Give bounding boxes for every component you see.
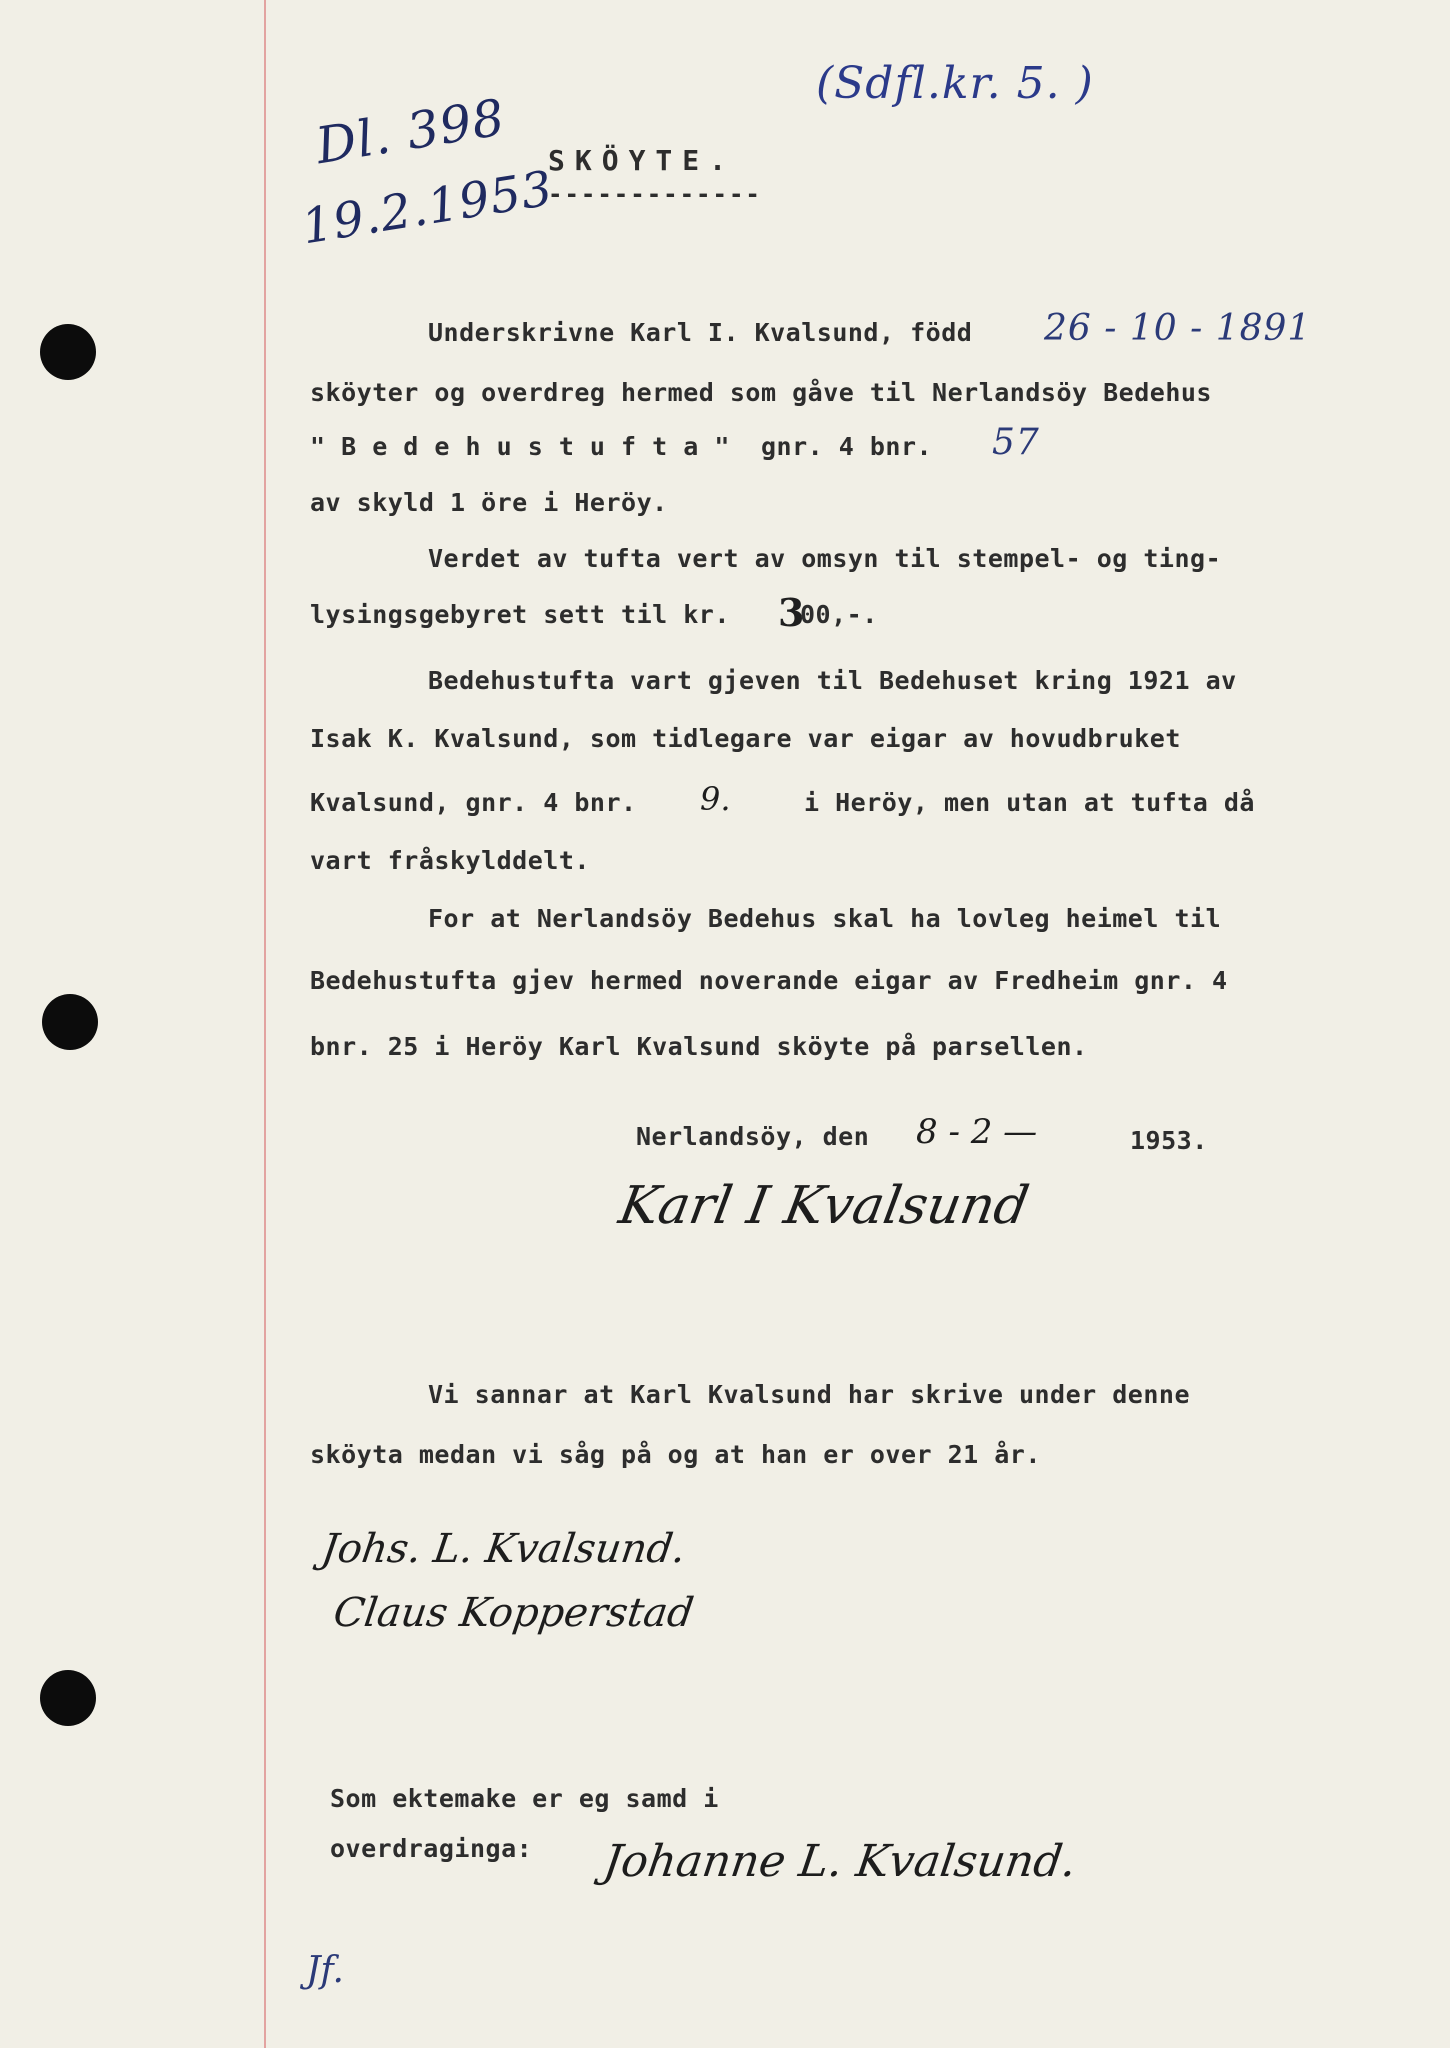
spouse-line: Som ektemake er eg samd i [330, 1784, 719, 1813]
value-digit: 3 [778, 590, 806, 635]
margin-line [264, 0, 266, 2048]
body-line: Underskrivne Karl I. Kvalsund, född [428, 318, 973, 347]
title-underline: ------------- [548, 180, 762, 208]
body-line: lysingsgebyret sett til kr. [310, 600, 730, 629]
birth-date: 26 - 10 - 1891 [1044, 308, 1312, 349]
body-line: av skyld 1 öre i Heröy. [310, 488, 668, 517]
grantor-signature: Karl I Kvalsund [614, 1176, 1034, 1236]
body-line: For at Nerlandsöy Bedehus skal ha lovleg heimel til [428, 904, 1222, 933]
body-line: Kvalsund, gnr. 4 bnr. [310, 788, 637, 817]
sign-year: 1953. [1130, 1126, 1208, 1155]
body-line: vart fråskylddelt. [310, 846, 590, 875]
spouse-signature: Johanne L. Kvalsund. [600, 1836, 1080, 1887]
witness-line: Vi sannar at Karl Kvalsund har skrive under denne [428, 1380, 1191, 1409]
body-line: bnr. 25 i Heröy Karl Kvalsund sköyte på parsellen. [310, 1032, 1088, 1061]
witness-signature-2: Claus Kopperstad [330, 1590, 697, 1636]
body-line: 00,-. [800, 600, 878, 629]
header-note: (Sdfl.kr. 5. ) [816, 58, 1094, 109]
punch-hole [40, 324, 96, 380]
body-line: Verdet av tufta vert av omsyn til stempel- og ting- [428, 544, 1222, 573]
registration-number: Dl. 398 [312, 88, 510, 176]
body-line: " B e d e h u s t u f t a " gnr. 4 bnr. [310, 432, 933, 461]
body-line: i Heröy, men utan at tufta då [804, 788, 1255, 817]
body-line: Isak K. Kvalsund, som tidlegare var eigar av hovudbruket [310, 724, 1181, 753]
bnr-value: 57 [992, 422, 1040, 463]
body-line: Bedehustufta gjev hermed noverande eigar av Fredheim gnr. 4 [310, 966, 1228, 995]
initials: Jf. [306, 1950, 344, 1991]
bnr-hovudbruk: 9. [700, 780, 731, 818]
body-line: Bedehustufta vart gjeven til Bedehuset kring 1921 av [428, 666, 1237, 695]
witness-signature-1: Johs. L. Kvalsund. [318, 1526, 689, 1572]
spouse-line: overdraginga: [330, 1834, 533, 1863]
punch-hole [40, 1670, 96, 1726]
registration-date: 19.2.1953 [298, 160, 557, 256]
place-label: Nerlandsöy, den [636, 1122, 870, 1151]
punch-hole [42, 994, 98, 1050]
witness-line: sköyta medan vi såg på og at han er over 21 år. [310, 1440, 1041, 1469]
sign-date: 8 - 2 — [916, 1112, 1038, 1152]
body-line: sköyter og overdreg hermed som gåve til Nerlandsöy Bedehus [310, 378, 1212, 407]
document-title: SKÖYTE. [548, 144, 737, 177]
